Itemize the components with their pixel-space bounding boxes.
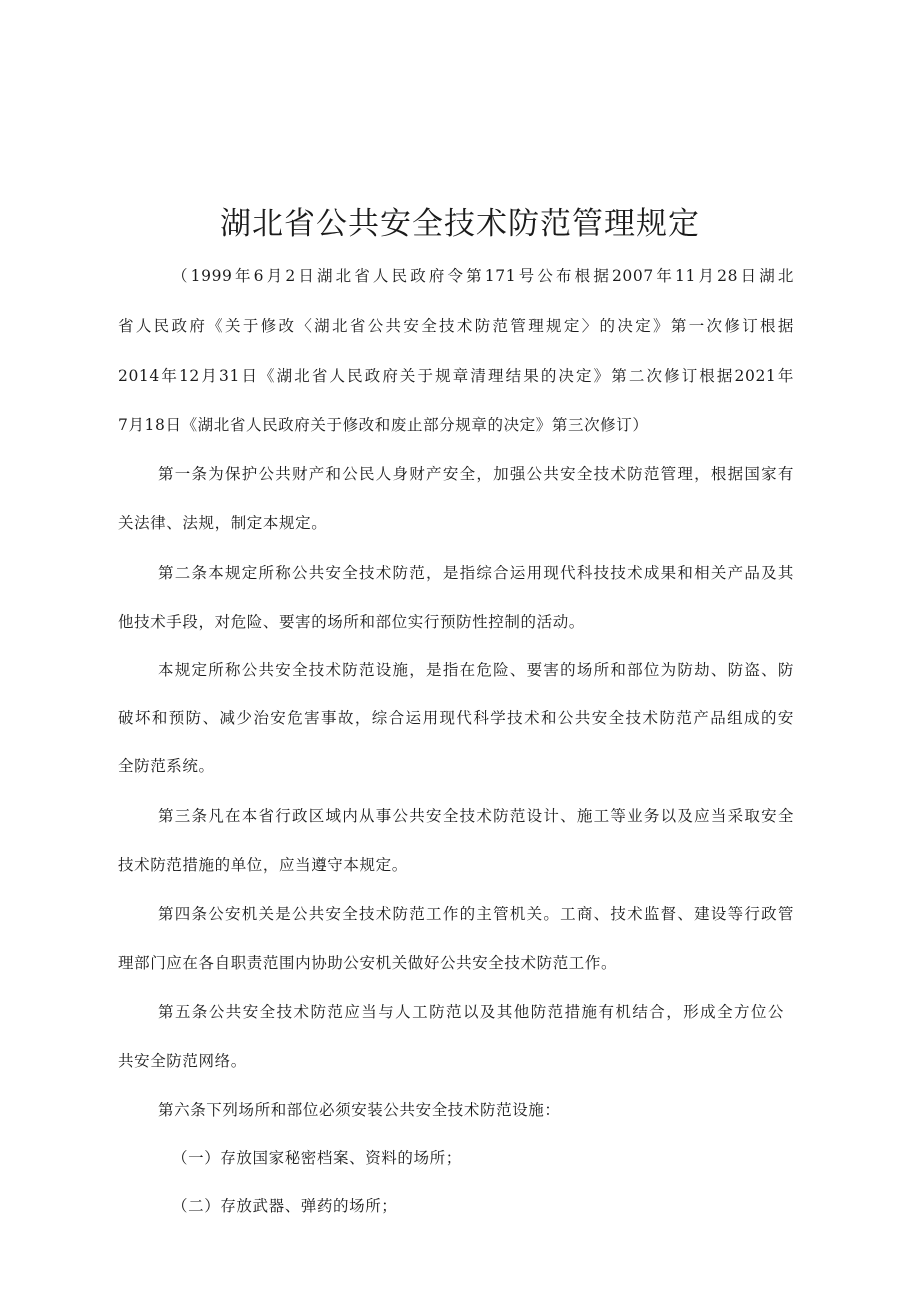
document-title: 湖北省公共安全技术防范管理规定 (220, 206, 700, 242)
article-1-line-1: 第一条为保护公共财产和公民人身财产安全，加强公共安全技术防范管理，根据国家有 (158, 465, 794, 483)
preamble-line-3: 2014年12月31日《湖北省人民政府关于规章清理结果的决定》第二次修订根据2021年 (118, 367, 794, 385)
article-3-line-1: 第三条凡在本省行政区域内从事公共安全技术防范设计、施工等业务以及应当采取安全 (158, 807, 794, 825)
article-2-para-2-line-2: 破坏和预防、减少治安危害事故，综合运用现代科学技术和公共安全技术防范产品组成的安 (118, 709, 794, 727)
article-5-line-1: 第五条公共安全技术防范应当与人工防范以及其他防范措施有机结合，形成全方位公 (158, 1003, 784, 1021)
article-6-item-1: （一）存放国家秘密档案、资料的场所； (172, 1149, 462, 1167)
article-1-line-2: 关法律、法规，制定本规定。 (118, 514, 328, 532)
article-5-line-2: 共安全防范网络。 (118, 1052, 247, 1070)
article-2-para-2-line-3: 全防范系统。 (118, 757, 215, 775)
preamble-line-4: 7月18日《湖北省人民政府关于修改和废止部分规章的决定》第三次修订） (118, 416, 649, 434)
article-6-item-2: （二）存放武器、弹药的场所； (172, 1197, 398, 1215)
article-3-line-2: 技术防范措施的单位，应当遵守本规定。 (118, 856, 408, 874)
article-2-line-2: 他技术手段，对危险、要害的场所和部位实行预防性控制的活动。 (118, 613, 585, 631)
article-2-line-1: 第二条本规定所称公共安全技术防范，是指综合运用现代科技技术成果和相关产品及其 (158, 564, 794, 582)
article-6-line-1: 第六条下列场所和部位必须安装公共安全技术防范设施： (158, 1101, 561, 1119)
preamble-line-2: 省人民政府《关于修改〈湖北省公共安全技术防范管理规定〉的决定》第一次修订根据 (118, 317, 794, 335)
article-4-line-1: 第四条公安机关是公共安全技术防范工作的主管机关。工商、技术监督、建设等行政管 (158, 905, 794, 923)
article-2-para-2-line-1: 本规定所称公共安全技术防范设施，是指在危险、要害的场所和部位为防劫、防盗、防 (158, 661, 794, 679)
preamble-line-1: （1999年6月2日湖北省人民政府令第171号公布根据2007年11月28日湖北 (172, 267, 794, 285)
article-4-line-2: 理部门应在各自职责范围内协助公安机关做好公共安全技术防范工作。 (118, 954, 618, 972)
